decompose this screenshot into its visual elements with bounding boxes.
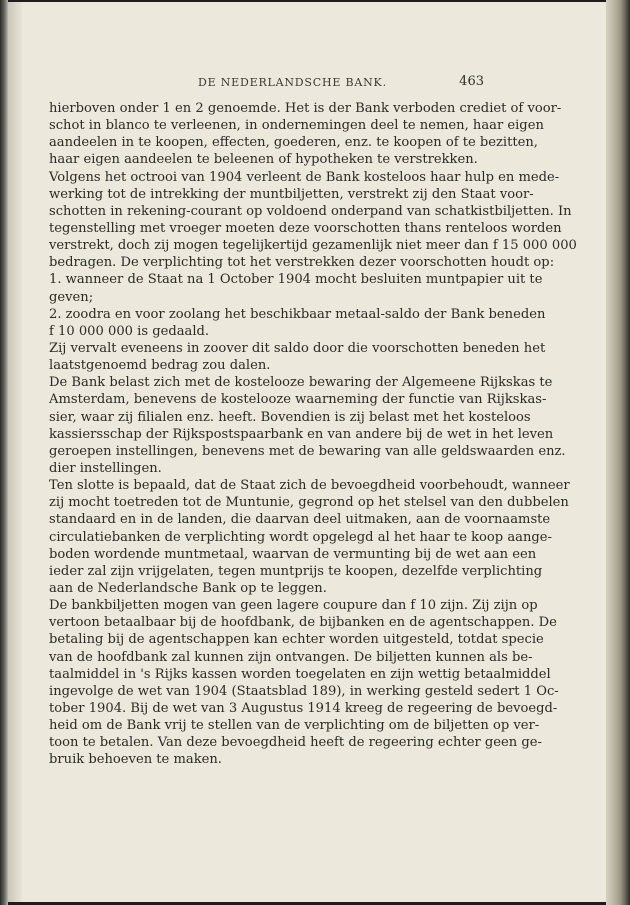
text-line: sier, waar zij filialen enz. heeft. Bovendien is zij belast met het kosteloos [49,409,531,425]
text-line: aandeelen in te koopen, effecten, goederen, enz. te koopen of te bezitten, [49,135,538,151]
text-line: Zij vervalt eveneens in zoover dit saldo door die voorschotten beneden het [49,340,546,356]
text-line: tober 1904. Bij de wet van 3 Augustus 1914 kreeg de regeering de bevoegd- [49,700,558,716]
text-line: zij mocht toetreden tot de Muntunie, gegrond op het stelsel van den dubbelen [49,495,569,511]
text-line: 1. wanneer de Staat na 1 October 1904 mocht besluiten muntpapier uit te [49,272,543,288]
text-line: bruik behoeven te maken. [49,752,222,768]
text-line: verstrekt, doch zij mogen tegelijkertijd gezamenlijk niet meer dan f 15 000 000 [49,238,577,254]
text-line: standaard en in de landen, die daarvan deel uitmaken, aan de voornaamste [49,512,551,528]
text-line: kassiersschap der Rijkspostspaarbank en van andere bij de wet in het leven [49,426,554,442]
text-line: taalmiddel in 's Rijks kassen worden toegelaten en zijn wettig betaalmiddel [49,666,551,682]
text-line: hierboven onder 1 en 2 genoemde. Het is der Bank verboden crediet of voor- [49,101,562,116]
text-line: werking tot de intrekking der muntbiljetten, verstrekt zij den Staat voor- [49,186,534,202]
text-line: De bankbiljetten mogen van geen lagere coupure dan f 10 zijn. Zij zijn op [49,598,538,614]
text-line: toon te betalen. Van deze bevoegdheid heeft de regeering echter geen ge- [49,735,542,751]
body-text [49,100,577,768]
text-line: heid om de Bank vrij te stellen van de verplichting om de biljetten op ver- [49,718,540,734]
page-edge-stack [606,0,630,905]
page-gutter [8,2,22,902]
text-line: schot in blanco te verleenen, in ondernemingen deel te nemen, haar eigen [49,118,544,134]
text-line: 2. zoodra en voor zoolang het beschikbaar metaal-saldo der Bank beneden [49,306,546,322]
text-line: schotten in rekening-courant op voldoend onderpand van schatkistbiljetten. In [49,203,572,219]
text-line: bedragen. De verplichting tot het verstrekken dezer voorschotten houdt op: [49,255,555,271]
page-header [198,74,484,94]
text-line: aan de Nederlandsche Bank op te leggen. [49,580,327,596]
text-line: Amsterdam, benevens de kostelooze waarneming der functie van Rijkskas- [49,392,547,408]
page-number: 463 [459,74,484,89]
text-line: tegenstelling met vroeger moeten deze voorschotten thans renteloos worden [49,220,562,236]
text-line: haar eigen aandeelen te beleenen of hypotheken te verstrekken. [49,152,478,168]
text-line: circulatiebanken de verplichting wordt opgelegd al het haar te koop aange- [49,529,552,545]
text-line: ingevolge de wet van 1904 (Staatsblad 189), in werking gesteld sedert 1 Oc- [49,683,559,699]
text-line: dier instellingen. [49,460,162,476]
text-line: geroepen instellingen, benevens met de bewaring van alle geldswaarden enz. [49,443,566,459]
text-line: betaling bij de agentschappen kan echter worden uitgesteld, totdat specie [49,632,544,648]
text-line: boden wordende muntmetaal, waarvan de vermunting bij de wet aan een [49,546,537,562]
text-line: van de hoofdbank zal kunnen zijn ontvangen. De biljetten kunnen als be- [49,649,533,665]
text-line: vertoon betaalbaar bij de hoofdbank, de bijbanken en de agentschappen. De [49,615,557,631]
text-line: laatstgenoemd bedrag zou dalen. [49,358,271,374]
book-spine-shadow [0,0,8,905]
text-line: ieder zal zijn vrijgelaten, tegen muntprijs te koopen, dezelfde verplichting [49,563,543,579]
running-title: DE NEDERLANDSCHE BANK. [198,76,387,89]
text-line: Ten slotte is bepaald, dat de Staat zich de bevoegdheid voorbehoudt, wanneer [49,478,570,494]
text-line: f 10 000 000 is gedaald. [49,323,210,339]
text-line: De Bank belast zich met de kostelooze bewaring der Algemeene Rijkskas te [49,375,553,391]
text-line: Volgens het octrooi van 1904 verleent de Bank kosteloos haar hulp en mede- [49,169,560,185]
text-line: geven; [49,289,94,305]
